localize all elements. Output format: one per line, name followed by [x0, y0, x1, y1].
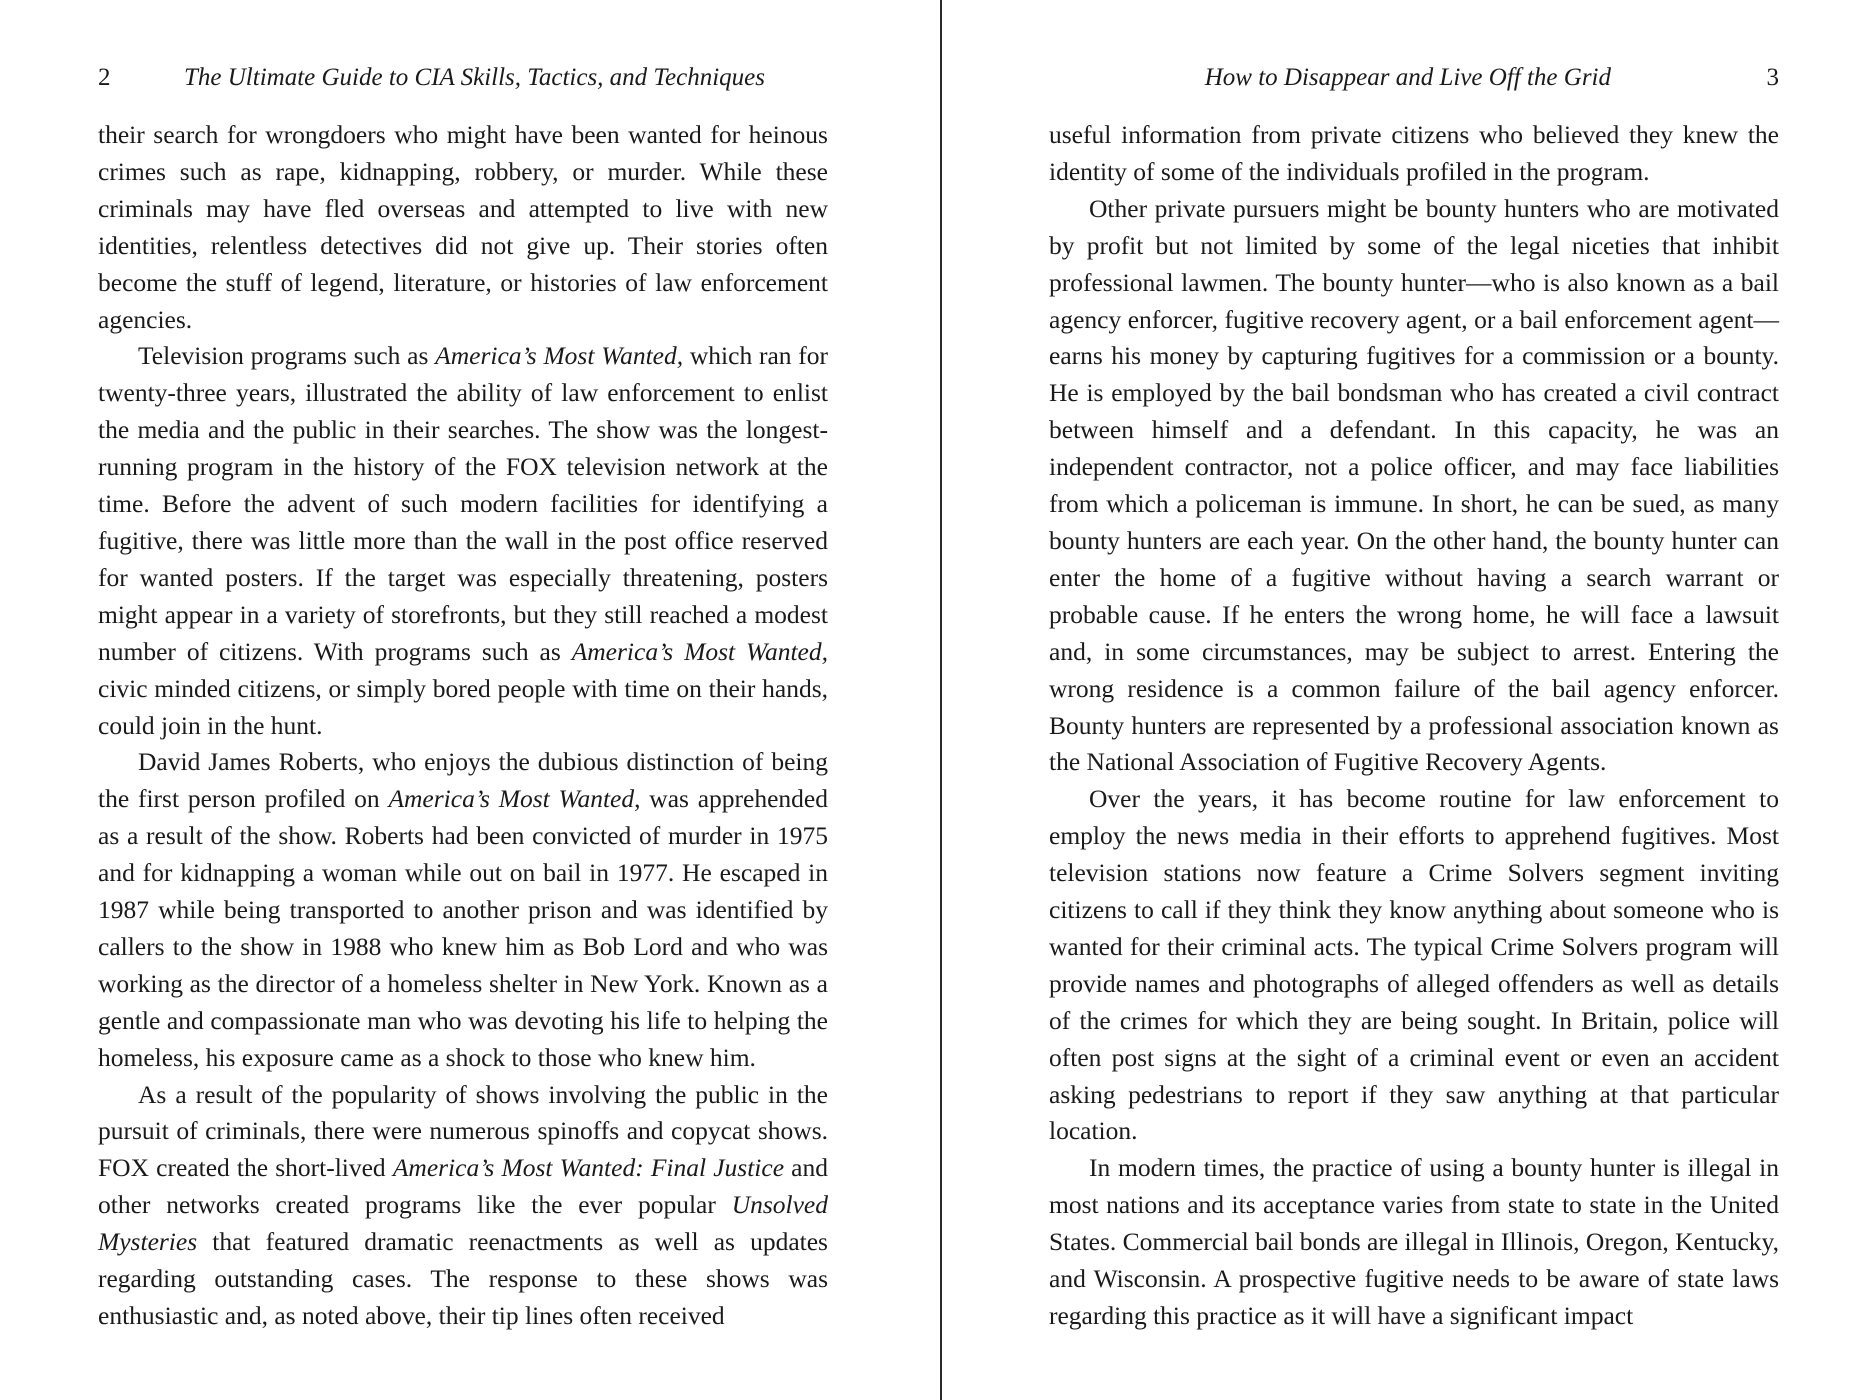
paragraph-text: which ran for twenty-three years, illustrated the ability of law enforcement to enlist the media and the public in their searches. The show was the longest-running program in the history of the FOX television network at the time. Before the advent of such modern facilities for identifying a fugitive, there was little more than the wall in the post office reserved for wanted posters. If the target was especially threatening, posters might appear in a variety of storefronts, but they still reached a modest number of citizens. With programs such as [98, 341, 828, 666]
paragraph-text: that featured dramatic reenactments as well as updates regarding outstanding cases. The response to these shows was enthusiastic and, as noted above, their tip lines often received [98, 1227, 828, 1330]
italic-title-text: America’s Most Wanted: Final Justice [392, 1153, 785, 1183]
body-paragraph [98, 338, 828, 744]
paragraph-text: Other private pursuers might be bounty hunters who are motivated by profit but not limited by some of the legal niceties that inhibit professional lawmen. The bounty hunter—who is also known as a bail agency enforcer, fugitive recovery agent, or a bail enforcement agent—earns his money by capturing fugitives for a commission or a bounty. He is employed by the bail bondsman who has created a civil contract between himself and a defendant. In this capacity, he was an independent contractor, not a police officer, and may face liabilities from which a policeman is immune. In short, he can be sued, as many bounty hunters are each year. On the other hand, the bounty hunter can enter the home of a fugitive without having a search warrant or probable cause. If he enters the wrong home, he will face a lawsuit and, in some circumstances, may be subject to arrest. Entering the wrong residence is a common failure of the bail agency enforcer. Bounty hunters are represented by a professional association known as the National Association of Fugitive Recovery Agents. [1049, 193, 1779, 777]
paragraph-text: their search for wrongdoers who might have been wanted for heinous crimes such as rape, kidnapping, robbery, or murder. While these criminals may have fled overseas and attempted to live with new identities, relentless detectives did not give up. Their stories often become the stuff of legend, literature, or histories of law enforcement agencies. [98, 120, 828, 334]
italic-title-text: America’s Most Wanted, [571, 636, 828, 666]
paragraph-text: Over the years, it has become routine for law enforcement to employ the news media in their efforts to apprehend fugitives. Most television stations now feature a Crime Solvers segment inviting citizens to call if they think they know anything about someone who is wanted for their criminal acts. The typical Crime Solvers program will provide names and photographs of alleged offenders as well as details of the crimes for which they are being sought. In Britain, police will often post signs at the sight of a criminal event or even an accident asking pedestrians to report if they saw anything at that particular location. [1049, 784, 1779, 1146]
body-paragraph [1049, 781, 1779, 1150]
italic-title-text: America’s Most Wanted [388, 784, 635, 814]
left-running-head [98, 58, 828, 98]
left-running-title: The Ultimate Guide to CIA Skills, Tactics, and Techniques [184, 64, 766, 91]
page-gutter-divider [940, 0, 942, 1400]
body-paragraph [98, 117, 828, 338]
right-page-number: 3 [1766, 64, 1779, 91]
right-page [1049, 0, 1779, 1400]
left-page [98, 0, 828, 1400]
body-paragraph [98, 1077, 828, 1335]
paragraph-text: useful information from private citizens who believed they knew the identity of some of the individuals profiled in the program. [1049, 120, 1779, 186]
paragraph-text: , was apprehended as a result of the show. Roberts had been convicted of murder in 1975 and for kidnapping a woman while out on bail in 1977. He escaped in 1987 while being transported to another prison and was identified by callers to the show in 1988 who knew him as Bob Lord and who was working as the director of a homeless shelter in New York. Known as a gentle and compassionate man who was devoting his life to helping the homeless, his exposure came as a shock to those who knew him. [98, 784, 829, 1072]
right-running-head [1049, 58, 1779, 98]
paragraph-text: Television programs such as [138, 341, 436, 371]
body-paragraph [1049, 117, 1779, 191]
paragraph-text: As a result of the popularity of shows involving the public in the pursuit of criminals, there were numerous spinoffs and copycat shows. FOX created the short-lived [98, 1079, 828, 1183]
italic-title-text: America’s Most Wanted, [435, 341, 684, 371]
paragraph-text: In modern times, the practice of using a bounty hunter is illegal in most nations and its acceptance varies from state to state in the United States. Commercial bail bonds are illegal in Illinois, Oregon, Kentucky, and Wisconsin. A prospective fugitive needs to be aware of state laws regarding this practice as it will have a significant impact [1049, 1153, 1779, 1330]
left-body-text [98, 117, 828, 1335]
right-running-title: How to Disappear and Live Off the Grid [1204, 64, 1611, 91]
right-body-text [1049, 117, 1779, 1335]
italic-title-text: Unsolved Mysteries [98, 1190, 828, 1257]
body-paragraph [98, 744, 828, 1076]
body-paragraph [1049, 191, 1779, 782]
paragraph-text: David James Roberts, who enjoys the dubious distinction of being the first person profiled on [98, 747, 828, 814]
left-page-number: 2 [98, 64, 111, 91]
paragraph-text: and other networks created programs like the ever popular [98, 1153, 828, 1220]
body-paragraph [1049, 1150, 1779, 1335]
paragraph-text: civic minded citizens, or simply bored people with time on their hands, could join in the hunt. [98, 673, 828, 740]
